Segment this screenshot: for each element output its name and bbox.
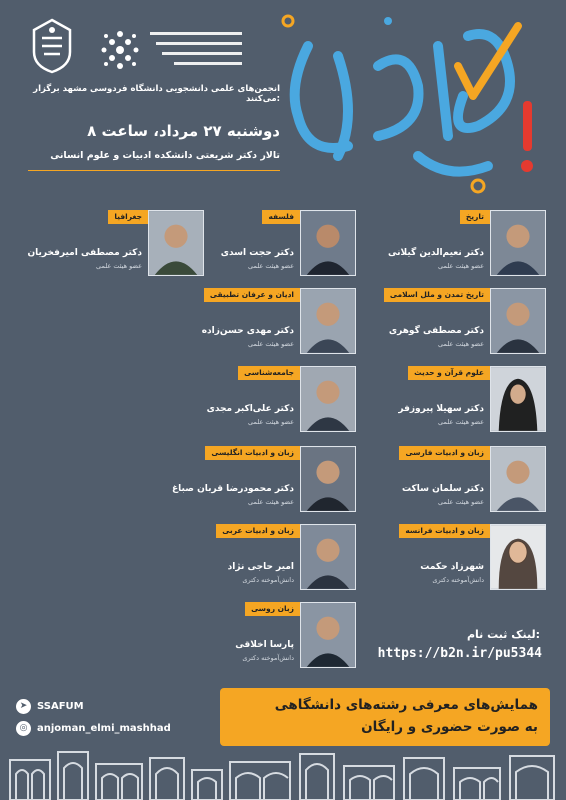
- organizer-line: انجمن‌های علمی دانشجویی دانشگاه فردوسی مشهد برگزار می‌کنند:: [33, 84, 280, 104]
- field-tag: علوم قرآن و حدیث: [408, 366, 490, 380]
- telegram-label: SSAFUM: [37, 700, 84, 712]
- instagram-icon: ◎: [16, 721, 31, 736]
- field-tag: ادیان و عرفان تطبیقی: [204, 288, 300, 302]
- field-tag: زبان روسی: [245, 602, 300, 616]
- speaker-card: [220, 524, 356, 594]
- field-tag: زبان و ادبیات فرانسه: [399, 524, 490, 538]
- speaker-name: دکتر سهیلا پیروزفر: [398, 404, 484, 414]
- speaker-role: عضو هیئت علمی: [438, 340, 484, 348]
- speaker-name: دکتر مصطفی گوهری: [388, 326, 484, 336]
- field-tag: جامعه‌شناسی: [238, 366, 300, 380]
- speaker-photo: [490, 446, 546, 512]
- speaker-photo: [490, 288, 546, 354]
- speaker-name: دکتر سلمان ساکت: [401, 484, 484, 494]
- speaker-role: عضو هیئت علمی: [248, 262, 294, 270]
- telegram-icon: ➤: [16, 699, 31, 714]
- title-lettering: [268, 6, 548, 202]
- speaker-role: دانش‌آموخته دکتری: [242, 654, 294, 662]
- instagram-handle[interactable]: [16, 720, 171, 736]
- event-venue: تالار دکتر شریعتی دانشکده ادبیات و علوم انسانی: [50, 150, 280, 161]
- field-tag: فلسفه: [262, 210, 300, 224]
- speaker-photo: [300, 210, 356, 276]
- speaker-photo: [300, 446, 356, 512]
- speaker-name: دکتر مهدی حسن‌زاده: [201, 326, 294, 336]
- speaker-name: دکتر نعیم‌الدین گیلانی: [388, 248, 484, 258]
- speaker-photo: [300, 288, 356, 354]
- event-banner: [220, 688, 550, 746]
- speaker-name: دکتر محمودرضا قربان صباغ: [172, 484, 294, 494]
- speaker-name: امیر حاجی نژاد: [227, 562, 294, 572]
- speaker-name: شهرزاد حکمت: [420, 562, 484, 572]
- speaker-role: عضو هیئت علمی: [438, 418, 484, 426]
- speaker-role: عضو هیئت علمی: [248, 418, 294, 426]
- registration-link[interactable]: https://b2n.ir/pu5344: [377, 646, 542, 661]
- speaker-card: [405, 524, 546, 594]
- telegram-handle[interactable]: [16, 698, 84, 714]
- speaker-photo: [490, 366, 546, 432]
- title-lettering-graphic: [268, 6, 548, 202]
- field-tag: زبان و ادبیات عربی: [216, 524, 300, 538]
- speaker-name: پارسا اخلاقی: [235, 640, 294, 650]
- speaker-role: دانش‌آموخته دکتری: [432, 576, 484, 584]
- speaker-name: دکتر مصطفی امیرفخریان: [27, 248, 142, 258]
- event-date: دوشنبه ۲۷ مرداد، ساعت ۸: [87, 122, 280, 140]
- speaker-card: [220, 602, 356, 672]
- field-tag: تاریخ تمدن و ملل اسلامی: [384, 288, 490, 302]
- speaker-card: [398, 366, 546, 436]
- speaker-role: عضو هیئت علمی: [438, 498, 484, 506]
- speaker-photo: [300, 366, 356, 432]
- field-tag: زبان و ادبیات فارسی: [399, 446, 490, 460]
- campus-skyline-graphic: [0, 748, 566, 800]
- speaker-name: دکتر حجت اسدی: [220, 248, 294, 258]
- speaker-card: [206, 366, 356, 436]
- speaker-photo: [148, 210, 204, 276]
- field-tag: تاریخ: [460, 210, 490, 224]
- speaker-card: [27, 210, 204, 280]
- speaker-photo: [300, 524, 356, 590]
- speaker-role: دانش‌آموخته دکتری: [242, 576, 294, 584]
- speaker-role: عضو هیئت علمی: [248, 340, 294, 348]
- speaker-card: [401, 446, 546, 516]
- instagram-label: anjoman_elmi_mashhad: [37, 722, 171, 734]
- university-logo: [30, 18, 74, 74]
- banner-line-1: همایش‌های معرفی رشته‌های دانشگاهی: [274, 697, 538, 713]
- speaker-card: [220, 210, 356, 280]
- speaker-card: [201, 288, 356, 358]
- speaker-card: [388, 288, 546, 358]
- speaker-role: عضو هیئت علمی: [248, 498, 294, 506]
- field-tag: زبان و ادبیات انگلیسی: [205, 446, 300, 460]
- association-logo: [90, 14, 250, 86]
- speaker-role: عضو هیئت علمی: [96, 262, 142, 270]
- speaker-photo: [490, 524, 546, 590]
- divider: [28, 170, 280, 171]
- speaker-photo: [490, 210, 546, 276]
- speaker-name: دکتر علی‌اکبر مجدی: [206, 404, 294, 414]
- header-logos: [30, 14, 250, 84]
- speaker-card: [172, 446, 356, 516]
- speaker-card: [388, 210, 546, 280]
- banner-line-2: به صورت حضوری و رایگان: [361, 719, 538, 735]
- registration-label: لینک ثبت نام:: [466, 628, 540, 641]
- field-tag: جغرافیا: [108, 210, 148, 224]
- speaker-role: عضو هیئت علمی: [438, 262, 484, 270]
